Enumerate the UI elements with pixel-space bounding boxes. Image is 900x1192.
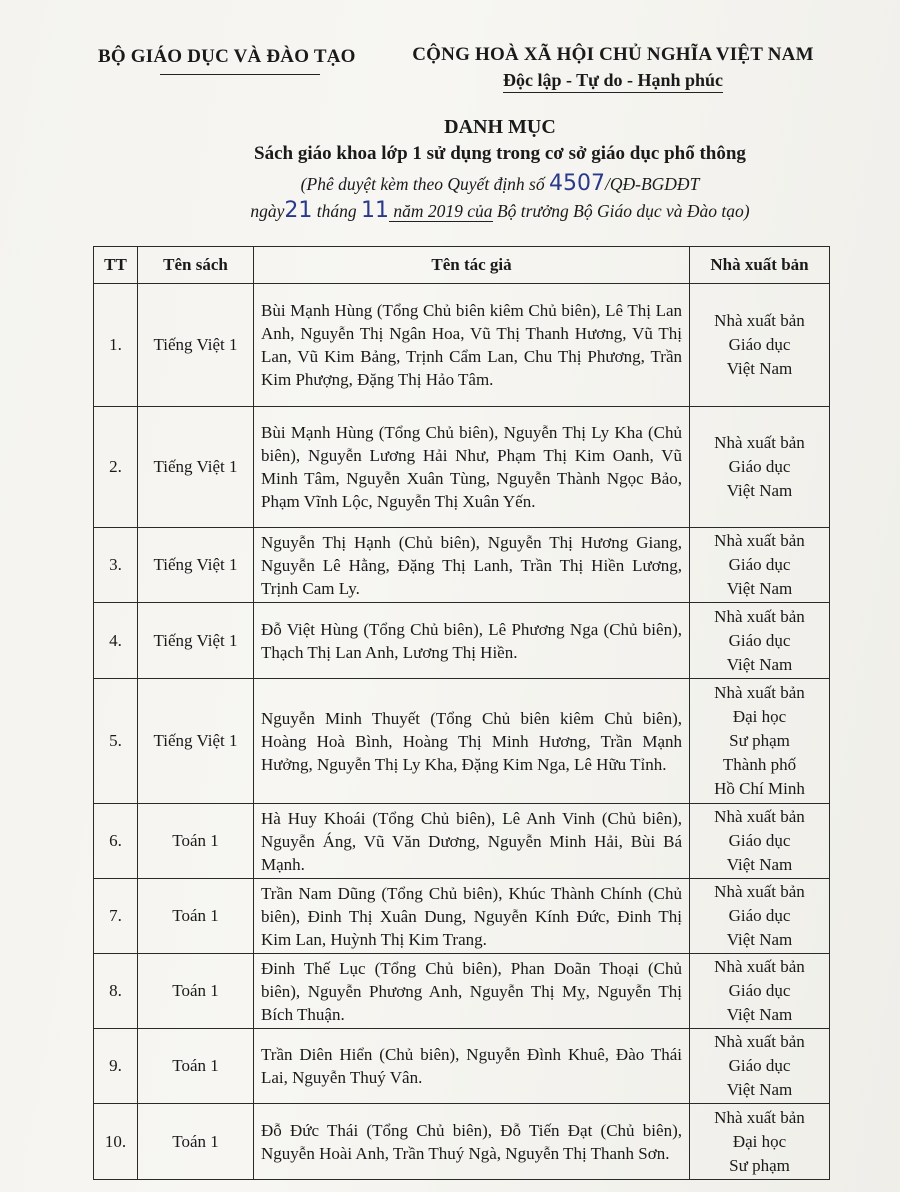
row-number: 4. [94,603,138,679]
publisher-line: Đại học [732,1131,787,1151]
publisher [690,879,830,954]
row-number: 9. [94,1029,138,1104]
publisher-line: Việt Nam [726,359,793,378]
publisher-line: Nhà xuất bản [714,531,805,550]
day-handwritten: 21 [284,198,313,223]
publisher [690,954,830,1029]
table-row [94,1029,830,1104]
publisher-line: Hồ Chí Minh [714,779,805,798]
row-number: 7. [94,879,138,954]
row-number: 1. [94,284,138,407]
publisher [690,679,830,804]
author-list: Đinh Thế Lục (Tổng Chủ biên), Phan Doãn Thoại (Chủ biên), Nguyễn Phương Anh, Nguyễn Thị Mỵ, Nguyễn Thị Bích Thuận. [254,954,690,1029]
publisher [690,284,830,407]
publisher-line: Thành phố [722,755,797,774]
publisher-line: Giáo dục [728,906,791,925]
publisher [690,1029,830,1104]
publisher-line: Giáo dục [728,630,791,650]
publisher-line: Sư phạm [729,1155,790,1175]
publisher [690,804,830,879]
table-row [94,603,830,679]
author-list: Bùi Mạnh Hùng (Tổng Chủ biên kiêm Chủ biên), Lê Thị Lan Anh, Nguyễn Thị Ngân Hoa, Vũ Thị Thanh Hương, Vũ Thị Lan, Vũ Kim Bảng, Trịnh Cẩm Lan, Chu Thị Phương, Trần Kim Phượng, Đặng Thị Hảo Tâm. [254,284,690,407]
col-header-authors: Tên tác giả [254,247,690,284]
col-header-publisher: Nhà xuất bản [690,247,830,284]
publisher-line: Việt Nam [726,1005,793,1024]
publisher-line: Nhà xuất bản [714,311,805,330]
publisher-line: Việt Nam [726,654,793,674]
decision-number-handwritten: 4507 [549,171,605,196]
row-number: 6. [94,804,138,879]
author-list: Nguyễn Thị Hạnh (Chủ biên), Nguyễn Thị Hương Giang, Nguyễn Lê Hằng, Đặng Thị Lanh, Trần Thị Hiền Lương, Trịnh Cam Ly. [254,528,690,603]
publisher-line: Nhà xuất bản [714,957,805,976]
publisher-line: Việt Nam [726,481,793,500]
publisher-line: Việt Nam [726,1080,793,1099]
book-name: Toán 1 [138,804,254,879]
author-list: Đỗ Việt Hùng (Tổng Chủ biên), Lê Phương Nga (Chủ biên), Thạch Thị Lan Anh, Lương Thị Hiền. [254,603,690,679]
publisher-line: Nhà xuất bản [714,882,805,901]
row-number: 2. [94,407,138,528]
publisher-line: Việt Nam [726,930,793,949]
author-list: Bùi Mạnh Hùng (Tổng Chủ biên), Nguyễn Thị Ly Kha (Chủ biên), Nguyễn Lương Hải Như, Phạm Thị Kim Oanh, Vũ Minh Tâm, Nguyễn Xuân Tùng, Nguyễn Thành Ngọc Bảo, Phạm Vĩnh Lộc, Nguyễn Thị Xuân Yến. [254,407,690,528]
publisher-line: Sư phạm [729,731,790,750]
ministry-underline [160,74,320,75]
publisher-line: Nhà xuất bản [714,683,805,702]
book-name: Tiếng Việt 1 [138,603,254,679]
country-name: CỘNG HOÀ XÃ HỘI CHỦ NGHĨA VIỆT NAM [412,44,814,65]
col-header-tt: TT [94,247,138,284]
book-name: Tiếng Việt 1 [138,528,254,603]
decision-prefix: (Phê duyệt kèm theo Quyết định số [300,174,549,194]
publisher-line: Nhà xuất bản [714,1107,805,1127]
document-subtitle: Sách giáo khoa lớp 1 sử dụng trong cơ sở giáo dục phổ thông [254,143,746,164]
book-name: Toán 1 [138,1029,254,1104]
publisher-line: Giáo dục [728,981,791,1000]
table-row [94,679,830,804]
date-authority: Bộ trưởng Bộ Giáo dục và Đào tạo) [492,201,750,221]
table-row [94,879,830,954]
publisher-line: Nhà xuất bản [714,1032,805,1051]
ministry-name: BỘ GIÁO DỤC VÀ ĐÀO TẠO [98,46,356,67]
table-row [94,1104,830,1180]
book-name: Tiếng Việt 1 [138,407,254,528]
month-handwritten: 11 [361,198,390,223]
publisher-line: Giáo dục [728,1056,791,1075]
national-header [398,44,828,93]
publisher-line: Giáo dục [728,555,791,574]
book-name: Toán 1 [138,879,254,954]
date-year: năm 2019 của [389,201,493,221]
book-name: Tiếng Việt 1 [138,679,254,804]
book-name: Tiếng Việt 1 [138,284,254,407]
publisher-line: Nhà xuất bản [714,807,805,826]
publisher-line: Nhà xuất bản [714,606,805,626]
col-header-book-name: Tên sách [138,247,254,284]
row-number: 10. [94,1104,138,1180]
publisher-line: Giáo dục [728,831,791,850]
book-name: Toán 1 [138,954,254,1029]
textbook-table [93,246,830,1180]
publisher-line: Nhà xuất bản [714,433,805,452]
publisher [690,407,830,528]
national-motto: Độc lập - Tự do - Hạnh phúc [503,70,723,93]
publisher [690,603,830,679]
table-row [94,528,830,603]
publisher-line: Giáo dục [728,335,791,354]
title-block [120,116,880,223]
publisher-line: Việt Nam [726,855,793,874]
table-header-row [94,247,830,284]
publisher-line: Việt Nam [726,579,793,598]
decision-line [120,171,880,196]
row-number: 5. [94,679,138,804]
table-row [94,284,830,407]
table-row [94,407,830,528]
author-list: Hà Huy Khoái (Tổng Chủ biên), Lê Anh Vinh (Chủ biên), Nguyễn Áng, Vũ Văn Dương, Nguyễn Minh Hải, Bùi Bá Mạnh. [254,804,690,879]
author-list: Trần Diên Hiển (Chủ biên), Nguyễn Đình Khuê, Đào Thái Lai, Nguyễn Thuý Vân. [254,1029,690,1104]
row-number: 3. [94,528,138,603]
publisher-line: Đại học [732,707,787,726]
book-name: Toán 1 [138,1104,254,1180]
document-title: DANH MỤC [444,116,556,138]
row-number: 8. [94,954,138,1029]
publisher [690,1104,830,1180]
date-line [120,198,880,223]
table-row [94,804,830,879]
author-list: Trần Nam Dũng (Tổng Chủ biên), Khúc Thành Chính (Chủ biên), Đinh Thị Xuân Dung, Nguyễn Kính Đức, Đinh Thị Kim Lan, Huỳnh Thị Kim Trang. [254,879,690,954]
table-row [94,954,830,1029]
author-list: Đỗ Đức Thái (Tổng Chủ biên), Đỗ Tiến Đạt (Chủ biên), Nguyễn Hoài Anh, Trần Thuý Ngà, Nguyễn Thị Thanh Sơn. [254,1104,690,1180]
month-label: tháng [312,201,362,221]
publisher [690,528,830,603]
author-list: Nguyễn Minh Thuyết (Tổng Chủ biên kiêm Chủ biên), Hoàng Hoà Bình, Hoàng Thị Minh Hương, Trần Mạnh Hưởng, Nguyễn Thị Ly Kha, Đặng Kim Nga, Lê Hữu Tỉnh. [254,679,690,804]
date-prefix: ngày [250,201,285,221]
decision-suffix: /QĐ-BGDĐT [605,174,700,194]
publisher-line: Giáo dục [728,457,791,476]
